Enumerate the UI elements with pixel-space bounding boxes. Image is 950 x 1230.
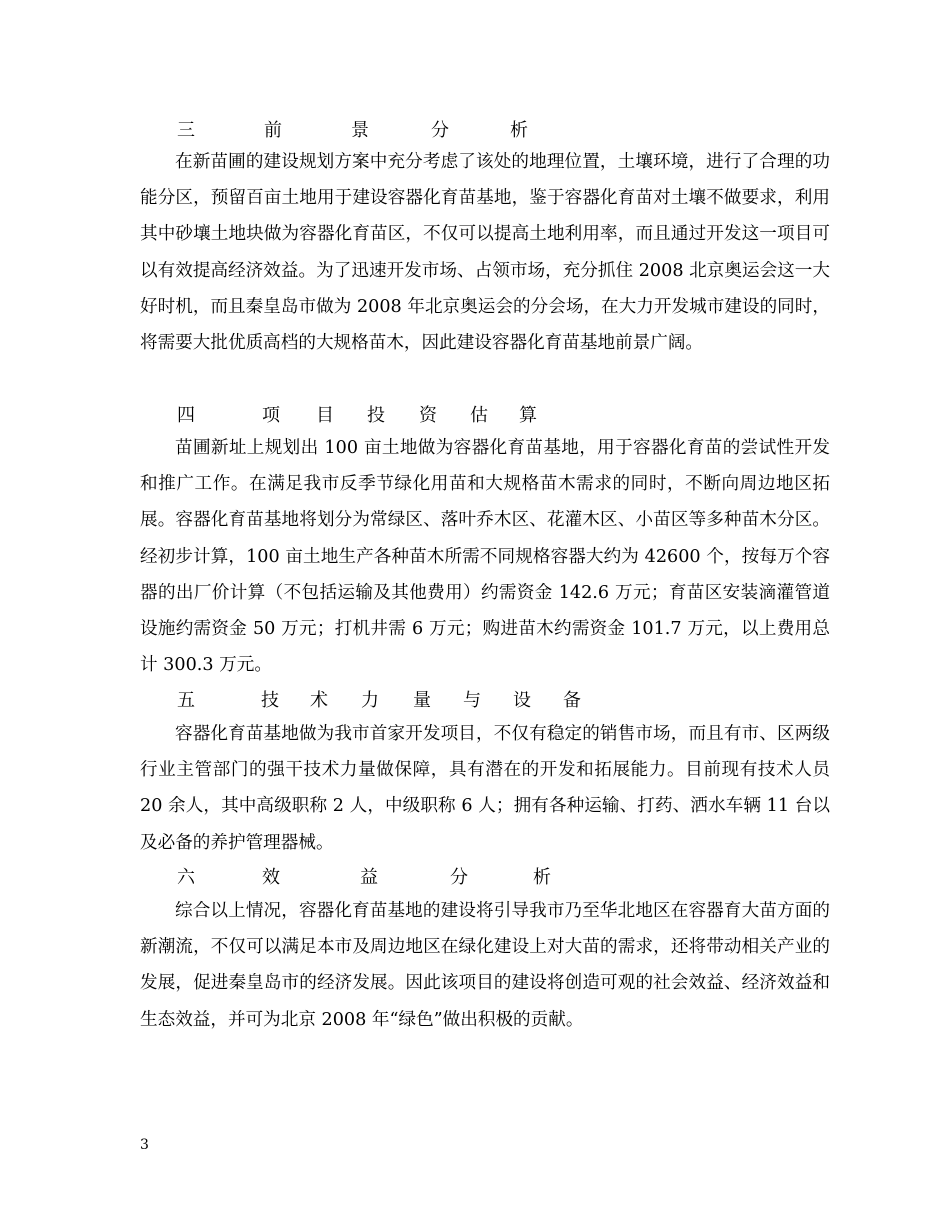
heading-char: 术 [310,690,328,711]
heading-char: 景 [351,120,369,141]
heading-char: 析 [533,867,551,888]
section-paragraph-technical-capacity: 容器化育苗基地做为我市首家开发项目，不仅有稳定的销售市场，而且有市、区两级行业主管部门的强干技术力量做保障，具有潜在的开发和拓展能力。目前现有技术人员 20 余人，其中高级职称 2 人，中级职称 6 人；拥有各种运输、打药、洒水车辆 11 台以及必备的养护管理器械。 [140,724,830,853]
heading-char: 设 [513,690,531,711]
heading-char: 六 [177,867,195,888]
heading-char: 备 [563,690,581,711]
section-paragraph-investment-estimate: 苗圃新址上规划出 100 亩土地做为容器化育苗基地，用于容器化育苗的尝试性开发和推广工作。在满足我市反季节绿化用苗和大规格苗木需求的同时，不断向周边地区拓展。容器化育苗基地将划分为常绿区、落叶乔木区、花灌木区、小苗区等多种苗木分区。经初步计算，100 亩土地生产各种苗木所需不同规格容器大约为 42600 个，按每万个容器的出厂价计算（不包括运输及其他费用）约需资金 142.6 万元；育苗区安装滴灌管道设施约需资金 50 万元；打机井需 6 万元；购进苗木约需资金 101.7 万元，以上费用总计 300.3 万元。 [140,438,830,676]
heading-char: 析 [510,120,528,141]
heading-char: 算 [519,405,537,426]
heading-char: 项 [262,405,280,426]
section-paragraph-benefit-analysis: 综合以上情况，容器化育苗基地的建设将引导我市乃至华北地区在容器育大苗方面的新潮流，不仅可以满足本市及周边地区在绿化建设上对大苗的需求，还将带动相关产业的发展，促进秦皇岛市的经济发展。因此该项目的建设将创造可观的社会效益、经济效益和生态效益，并可为北京 2008 年“绿色”做出积极的贡献。 [140,901,830,1030]
heading-char: 前 [264,120,282,141]
heading-char: 分 [450,867,468,888]
heading-char: 目 [316,405,334,426]
section-paragraph-prospect-analysis: 在新苗圃的建设规划方案中充分考虑了该处的地理位置，土壤环境，进行了合理的功能分区，预留百亩土地用于建设容器化育苗基地，鉴于容器化育苗对土壤不做要求，利用其中砂壤土地块做为容器化育苗区，不仅可以提高土地利用率，而且通过开发这一项目可以有效提高经济效益。为了迅速开发市场、占领市场，充分抓住 2008 北京奥运会这一大好时机，而且秦皇岛市做为 2008 年北京奥运会的分会场，在大力开发城市建设的同时，将需要大批优质高档的大规格苗木，因此建设容器化育苗基地前景广阔。 [140,152,830,354]
heading-char: 技 [261,690,279,711]
heading-char: 分 [431,120,449,141]
page-number: 3 [140,1137,149,1153]
heading-char: 估 [470,405,488,426]
heading-char: 四 [177,405,195,426]
heading-char: 效 [262,867,280,888]
heading-char: 与 [463,690,481,711]
heading-char: 量 [413,690,431,711]
heading-char: 益 [360,867,378,888]
heading-char: 力 [361,690,379,711]
heading-char: 五 [177,690,195,711]
heading-char: 投 [367,405,385,426]
heading-char: 三 [177,120,195,141]
heading-char: 资 [419,405,437,426]
